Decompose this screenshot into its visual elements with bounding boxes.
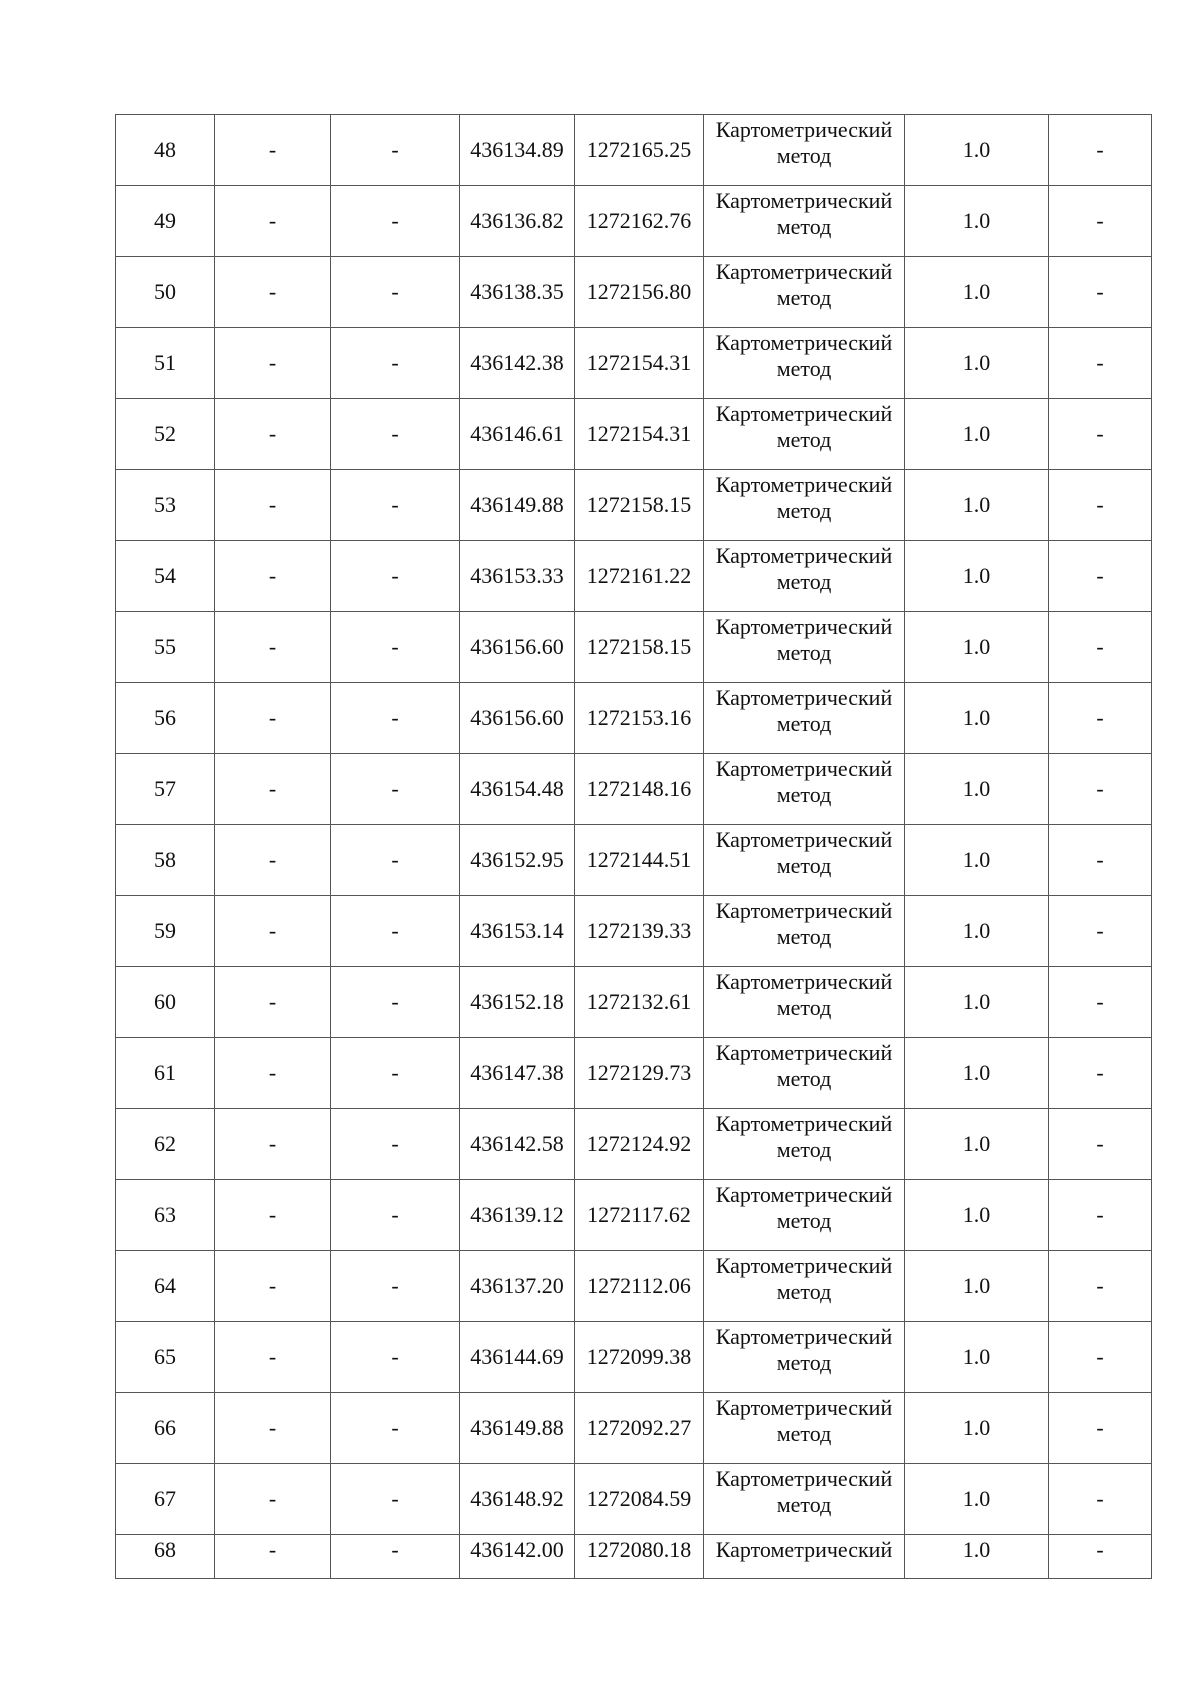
accuracy-cell: 1.0 xyxy=(905,612,1049,683)
y-coordinate-cell: 1272165.25 xyxy=(575,115,704,186)
accuracy-cell: 1.0 xyxy=(905,541,1049,612)
dash-cell-2: - xyxy=(215,186,331,257)
dash-cell-9: - xyxy=(1049,470,1152,541)
accuracy-cell: 1.0 xyxy=(905,1038,1049,1109)
method-line-1: Картометрический xyxy=(715,401,893,426)
dash-cell-3: - xyxy=(331,257,460,328)
dash-cell-9: - xyxy=(1049,896,1152,967)
dash-cell-2: - xyxy=(215,1038,331,1109)
dash-cell-2: - xyxy=(215,896,331,967)
table-row xyxy=(116,1251,1152,1322)
method-line-2: метод xyxy=(776,711,832,736)
dash-cell-3: - xyxy=(331,1464,460,1535)
dash-cell-3: - xyxy=(331,541,460,612)
method-cell xyxy=(704,825,905,896)
method-cell xyxy=(704,399,905,470)
y-coordinate-cell: 1272117.62 xyxy=(575,1180,704,1251)
dash-cell-2: - xyxy=(215,1180,331,1251)
method-line-2: метод xyxy=(776,1137,832,1162)
table-row xyxy=(116,1464,1152,1535)
dash-cell-9: - xyxy=(1049,115,1152,186)
dash-cell-9: - xyxy=(1049,186,1152,257)
method-line-1: Картометрический xyxy=(715,1395,893,1420)
point-number-cell: 53 xyxy=(116,470,215,541)
dash-cell-3: - xyxy=(331,1322,460,1393)
dash-cell-9: - xyxy=(1049,1109,1152,1180)
point-number-cell: 48 xyxy=(116,115,215,186)
point-number-cell: 65 xyxy=(116,1322,215,1393)
point-number-cell: 57 xyxy=(116,754,215,825)
x-coordinate-cell: 436146.61 xyxy=(460,399,575,470)
method-cell xyxy=(704,186,905,257)
dash-cell-3: - xyxy=(331,1109,460,1180)
y-coordinate-cell: 1272158.15 xyxy=(575,612,704,683)
y-coordinate-cell: 1272080.18 xyxy=(575,1535,704,1579)
method-cell xyxy=(704,1464,905,1535)
method-line-2: метод xyxy=(776,1421,832,1446)
dash-cell-9: - xyxy=(1049,328,1152,399)
dash-cell-2: - xyxy=(215,1322,331,1393)
dash-cell-2: - xyxy=(215,470,331,541)
table-row xyxy=(116,1535,1152,1579)
dash-cell-3: - xyxy=(331,1180,460,1251)
method-line-2: метод xyxy=(776,285,832,310)
method-line-2: метод xyxy=(776,1066,832,1091)
accuracy-cell: 1.0 xyxy=(905,257,1049,328)
method-line-2: метод xyxy=(776,143,832,168)
table-row xyxy=(116,541,1152,612)
y-coordinate-cell: 1272161.22 xyxy=(575,541,704,612)
method-cell xyxy=(704,1038,905,1109)
method-line-2: метод xyxy=(776,1492,832,1517)
x-coordinate-cell: 436152.18 xyxy=(460,967,575,1038)
y-coordinate-cell: 1272153.16 xyxy=(575,683,704,754)
table-row xyxy=(116,825,1152,896)
method-line-2: метод xyxy=(776,214,832,239)
point-number-cell: 50 xyxy=(116,257,215,328)
method-line-1: Картометрический xyxy=(715,330,893,355)
table-row xyxy=(116,612,1152,683)
method-line-1: Картометрический xyxy=(715,1182,893,1207)
dash-cell-9: - xyxy=(1049,399,1152,470)
dash-cell-2: - xyxy=(215,328,331,399)
method-line-2: метод xyxy=(776,498,832,523)
dash-cell-3: - xyxy=(331,896,460,967)
table-row xyxy=(116,1038,1152,1109)
dash-cell-2: - xyxy=(215,1109,331,1180)
dash-cell-3: - xyxy=(331,115,460,186)
dash-cell-2: - xyxy=(215,683,331,754)
method-line-1: Картометрический xyxy=(715,898,893,923)
method-line-1: Картометрический xyxy=(715,756,893,781)
y-coordinate-cell: 1272158.15 xyxy=(575,470,704,541)
accuracy-cell: 1.0 xyxy=(905,683,1049,754)
dash-cell-2: - xyxy=(215,1535,331,1579)
x-coordinate-cell: 436148.92 xyxy=(460,1464,575,1535)
dash-cell-3: - xyxy=(331,1393,460,1464)
dash-cell-3: - xyxy=(331,825,460,896)
dash-cell-3: - xyxy=(331,470,460,541)
x-coordinate-cell: 436139.12 xyxy=(460,1180,575,1251)
method-line-2: метод xyxy=(776,356,832,381)
y-coordinate-cell: 1272139.33 xyxy=(575,896,704,967)
point-number-cell: 56 xyxy=(116,683,215,754)
y-coordinate-cell: 1272144.51 xyxy=(575,825,704,896)
x-coordinate-cell: 436144.69 xyxy=(460,1322,575,1393)
point-number-cell: 52 xyxy=(116,399,215,470)
point-number-cell: 66 xyxy=(116,1393,215,1464)
method-line-1: Картометрический xyxy=(715,685,893,710)
table-row xyxy=(116,1180,1152,1251)
dash-cell-9: - xyxy=(1049,1322,1152,1393)
x-coordinate-cell: 436147.38 xyxy=(460,1038,575,1109)
x-coordinate-cell: 436142.58 xyxy=(460,1109,575,1180)
accuracy-cell: 1.0 xyxy=(905,1109,1049,1180)
y-coordinate-cell: 1272154.31 xyxy=(575,328,704,399)
dash-cell-3: - xyxy=(331,1535,460,1579)
method-line-1: Картометрический xyxy=(715,1111,893,1136)
y-coordinate-cell: 1272132.61 xyxy=(575,967,704,1038)
method-cell xyxy=(704,612,905,683)
point-number-cell: 59 xyxy=(116,896,215,967)
point-number-cell: 63 xyxy=(116,1180,215,1251)
accuracy-cell: 1.0 xyxy=(905,470,1049,541)
point-number-cell: 62 xyxy=(116,1109,215,1180)
point-number-cell: 67 xyxy=(116,1464,215,1535)
x-coordinate-cell: 436149.88 xyxy=(460,470,575,541)
x-coordinate-cell: 436138.35 xyxy=(460,257,575,328)
accuracy-cell: 1.0 xyxy=(905,1251,1049,1322)
method-cell xyxy=(704,967,905,1038)
y-coordinate-cell: 1272112.06 xyxy=(575,1251,704,1322)
method-cell xyxy=(704,470,905,541)
point-number-cell: 51 xyxy=(116,328,215,399)
dash-cell-2: - xyxy=(215,967,331,1038)
method-line-1: Картометрический xyxy=(715,1324,893,1349)
dash-cell-9: - xyxy=(1049,683,1152,754)
y-coordinate-cell: 1272129.73 xyxy=(575,1038,704,1109)
method-line-1: Картометрический xyxy=(715,543,893,568)
method-cell xyxy=(704,541,905,612)
y-coordinate-cell: 1272156.80 xyxy=(575,257,704,328)
dash-cell-9: - xyxy=(1049,967,1152,1038)
x-coordinate-cell: 436153.33 xyxy=(460,541,575,612)
y-coordinate-cell: 1272148.16 xyxy=(575,754,704,825)
table-row xyxy=(116,754,1152,825)
dash-cell-3: - xyxy=(331,1251,460,1322)
table-row xyxy=(116,1322,1152,1393)
method-line-1: Картометрический xyxy=(715,1466,893,1491)
x-coordinate-cell: 436137.20 xyxy=(460,1251,575,1322)
method-line-1: Картометрический xyxy=(715,188,893,213)
dash-cell-3: - xyxy=(331,754,460,825)
coordinates-table-container xyxy=(115,114,1151,1573)
dash-cell-2: - xyxy=(215,115,331,186)
x-coordinate-cell: 436156.60 xyxy=(460,612,575,683)
dash-cell-3: - xyxy=(331,967,460,1038)
dash-cell-9: - xyxy=(1049,1393,1152,1464)
method-line-1: Картометрический xyxy=(715,969,893,994)
accuracy-cell: 1.0 xyxy=(905,328,1049,399)
table-row xyxy=(116,186,1152,257)
y-coordinate-cell: 1272099.38 xyxy=(575,1322,704,1393)
y-coordinate-cell: 1272124.92 xyxy=(575,1109,704,1180)
method-line-2: метод xyxy=(776,1208,832,1233)
table-row xyxy=(116,115,1152,186)
x-coordinate-cell: 436142.38 xyxy=(460,328,575,399)
dash-cell-9: - xyxy=(1049,1180,1152,1251)
dash-cell-2: - xyxy=(215,1393,331,1464)
dash-cell-2: - xyxy=(215,612,331,683)
y-coordinate-cell: 1272162.76 xyxy=(575,186,704,257)
x-coordinate-cell: 436142.00 xyxy=(460,1535,575,1579)
dash-cell-9: - xyxy=(1049,754,1152,825)
method-cell xyxy=(704,1109,905,1180)
method-line-1: Картометрический xyxy=(715,1253,893,1278)
x-coordinate-cell: 436156.60 xyxy=(460,683,575,754)
accuracy-cell: 1.0 xyxy=(905,825,1049,896)
method-cell xyxy=(704,257,905,328)
x-coordinate-cell: 436152.95 xyxy=(460,825,575,896)
method-cell xyxy=(704,1393,905,1464)
dash-cell-9: - xyxy=(1049,1535,1152,1579)
point-number-cell: 58 xyxy=(116,825,215,896)
method-cell xyxy=(704,754,905,825)
method-line-2: метод xyxy=(776,1279,832,1304)
method-cell xyxy=(704,1535,905,1579)
dash-cell-2: - xyxy=(215,399,331,470)
accuracy-cell: 1.0 xyxy=(905,1180,1049,1251)
table-row xyxy=(116,470,1152,541)
method-line-1: Картометрический xyxy=(715,472,893,497)
accuracy-cell: 1.0 xyxy=(905,1535,1049,1579)
accuracy-cell: 1.0 xyxy=(905,1393,1049,1464)
dash-cell-3: - xyxy=(331,1038,460,1109)
method-line-1: Картометрический xyxy=(715,1537,893,1562)
table-row xyxy=(116,896,1152,967)
dash-cell-3: - xyxy=(331,186,460,257)
x-coordinate-cell: 436134.89 xyxy=(460,115,575,186)
method-cell xyxy=(704,328,905,399)
method-line-2: метод xyxy=(776,995,832,1020)
dash-cell-9: - xyxy=(1049,1038,1152,1109)
point-number-cell: 55 xyxy=(116,612,215,683)
method-line-1: Картометрический xyxy=(715,614,893,639)
method-cell xyxy=(704,115,905,186)
method-line-2: метод xyxy=(776,924,832,949)
accuracy-cell: 1.0 xyxy=(905,186,1049,257)
dash-cell-3: - xyxy=(331,612,460,683)
accuracy-cell: 1.0 xyxy=(905,896,1049,967)
accuracy-cell: 1.0 xyxy=(905,399,1049,470)
table-row xyxy=(116,257,1152,328)
table-row xyxy=(116,683,1152,754)
table-row xyxy=(116,1393,1152,1464)
table-row xyxy=(116,1109,1152,1180)
method-line-1: Картометрический xyxy=(715,259,893,284)
dash-cell-9: - xyxy=(1049,541,1152,612)
method-line-2: метод xyxy=(776,853,832,878)
method-line-2: метод xyxy=(776,569,832,594)
method-line-1: Картометрический xyxy=(715,827,893,852)
x-coordinate-cell: 436154.48 xyxy=(460,754,575,825)
method-cell xyxy=(704,683,905,754)
method-line-2: метод xyxy=(776,427,832,452)
method-cell xyxy=(704,1180,905,1251)
dash-cell-2: - xyxy=(215,541,331,612)
y-coordinate-cell: 1272092.27 xyxy=(575,1393,704,1464)
method-cell xyxy=(704,1322,905,1393)
method-cell xyxy=(704,1251,905,1322)
dash-cell-3: - xyxy=(331,328,460,399)
point-number-cell: 49 xyxy=(116,186,215,257)
dash-cell-9: - xyxy=(1049,612,1152,683)
method-line-2: метод xyxy=(776,782,832,807)
point-number-cell: 64 xyxy=(116,1251,215,1322)
accuracy-cell: 1.0 xyxy=(905,1322,1049,1393)
point-number-cell: 54 xyxy=(116,541,215,612)
dash-cell-9: - xyxy=(1049,1464,1152,1535)
table-row xyxy=(116,967,1152,1038)
method-line-2: метод xyxy=(776,640,832,665)
method-line-2: метод xyxy=(776,1350,832,1375)
point-number-cell: 60 xyxy=(116,967,215,1038)
dash-cell-3: - xyxy=(331,399,460,470)
accuracy-cell: 1.0 xyxy=(905,967,1049,1038)
point-number-cell: 61 xyxy=(116,1038,215,1109)
table-row xyxy=(116,399,1152,470)
x-coordinate-cell: 436153.14 xyxy=(460,896,575,967)
dash-cell-2: - xyxy=(215,825,331,896)
accuracy-cell: 1.0 xyxy=(905,1464,1049,1535)
dash-cell-2: - xyxy=(215,1251,331,1322)
method-cell xyxy=(704,896,905,967)
dash-cell-2: - xyxy=(215,754,331,825)
dash-cell-2: - xyxy=(215,1464,331,1535)
dash-cell-9: - xyxy=(1049,825,1152,896)
x-coordinate-cell: 436149.88 xyxy=(460,1393,575,1464)
method-line-1: Картометрический xyxy=(715,1040,893,1065)
table-row xyxy=(116,328,1152,399)
y-coordinate-cell: 1272154.31 xyxy=(575,399,704,470)
dash-cell-3: - xyxy=(331,683,460,754)
y-coordinate-cell: 1272084.59 xyxy=(575,1464,704,1535)
accuracy-cell: 1.0 xyxy=(905,115,1049,186)
accuracy-cell: 1.0 xyxy=(905,754,1049,825)
table-body xyxy=(116,115,1152,1579)
x-coordinate-cell: 436136.82 xyxy=(460,186,575,257)
dash-cell-2: - xyxy=(215,257,331,328)
dash-cell-9: - xyxy=(1049,1251,1152,1322)
dash-cell-9: - xyxy=(1049,257,1152,328)
point-number-cell: 68 xyxy=(116,1535,215,1579)
coordinates-table xyxy=(115,114,1152,1579)
method-line-1: Картометрический xyxy=(715,117,893,142)
